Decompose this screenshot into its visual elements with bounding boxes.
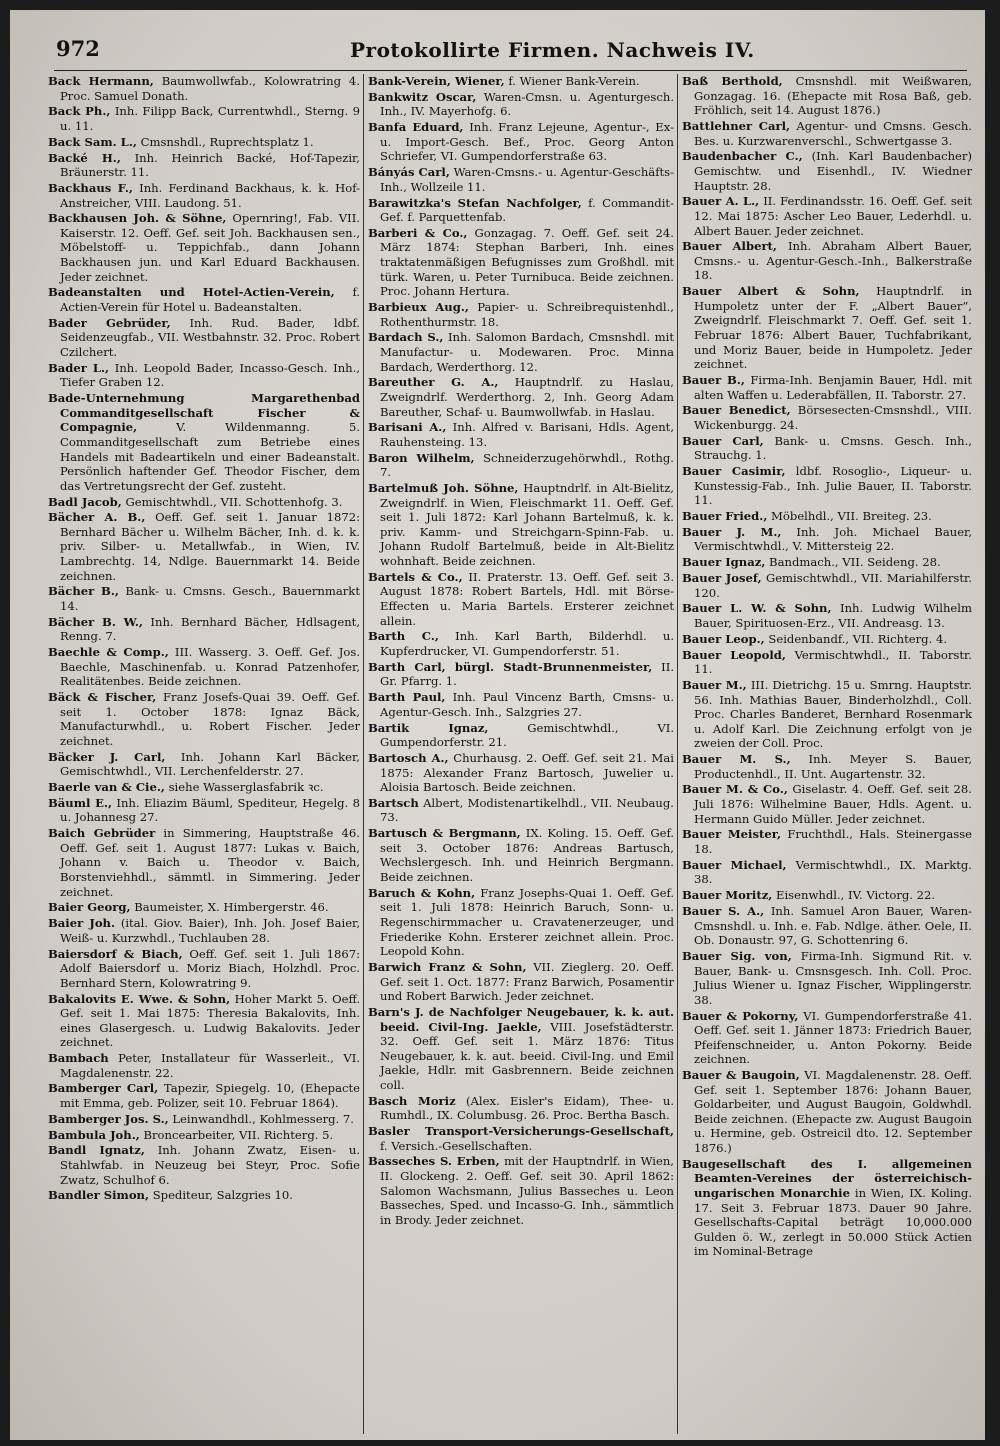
entry-firm-name: Basseches S. Erben, bbox=[368, 1154, 500, 1169]
entry-details: Firma-Inh. Benjamin Bauer, Hdl. mit alten Waffen u. Lederabfällen, II. Taborstr. 27. bbox=[694, 373, 972, 402]
entry-details: f. Commandit-Gef. f. Parquettenfab. bbox=[380, 195, 675, 225]
entry-details: Inh. Eliazim Bäuml, Spediteur, Hegelg. 8 u. Johannesg 27. bbox=[60, 795, 360, 825]
entry-details: III. Wasserg. 3. Oeff. Gef. Jos. Baechle, Maschinenfab. u. Konrad Patzenhofer, Realitätenbes. Beide zeichnen. bbox=[60, 645, 361, 689]
directory-entry bbox=[48, 645, 360, 689]
directory-entry bbox=[682, 1068, 972, 1156]
entry-firm-name: Battlehner Carl, bbox=[682, 118, 791, 133]
entry-details: Inh. Joh. Michael Bauer, Vermischtwhdl., V. Mittersteig 22. bbox=[694, 524, 973, 554]
entry-firm-name: Bächer B., bbox=[48, 584, 119, 599]
entry-firm-name: Barth Paul, bbox=[368, 690, 446, 705]
entry-details: Albert, Modistenartikelhdl., VII. Neubaug. 73. bbox=[380, 795, 674, 825]
directory-entry bbox=[682, 1009, 972, 1067]
entry-details: Inh. Franz Lejeune, Agentur-, Ex- u. Import-Gesch. Bef., Proc. Georg Anton Schriefer, VI. Gumpendorferstraße 63. bbox=[380, 120, 674, 164]
entry-details: f. Wiener Bank-Verein. bbox=[508, 74, 640, 88]
entry-details: Seidenbandf., VII. Richterg. 4. bbox=[768, 631, 948, 646]
directory-entry bbox=[368, 226, 674, 299]
entry-details: Tapezir, Spiegelg. 10, (Ehepacte mit Emma, geb. Polizer, seit 10. Februar 1864). bbox=[60, 1081, 360, 1111]
column-3 bbox=[682, 74, 972, 1434]
directory-entry bbox=[682, 464, 972, 508]
entry-firm-name: Bauer M., bbox=[682, 677, 747, 692]
entry-firm-name: Barn's J. de Nachfolger Neugebauer, k. k. aut. beeid. Civil-Ing. Jaekle, bbox=[368, 1004, 674, 1034]
directory-entry bbox=[682, 509, 972, 524]
directory-entry bbox=[368, 960, 674, 1004]
entry-firm-name: Bächer A. B., bbox=[48, 510, 146, 525]
entry-details: Cmsnshdl. mit Weißwaren, Gonzagag. 16. (Ehepacte mit Rosa Baß, geb. Fröhlich, seit 14. August 1876.) bbox=[694, 74, 972, 118]
entry-details: Gemischtwhdl., VI. Gumpendorferstr. 21. bbox=[380, 720, 675, 750]
entry-firm-name: Bandler Simon, bbox=[48, 1188, 150, 1203]
entry-firm-name: Bartosch A., bbox=[368, 750, 449, 765]
entry-details: Bank- u. Cmsns. Gesch., Bauernmarkt 14. bbox=[60, 584, 360, 614]
directory-entry bbox=[682, 149, 972, 193]
entry-firm-name: Backé H., bbox=[48, 150, 121, 165]
directory-entry bbox=[368, 451, 674, 480]
entry-firm-name: Back Hermann, bbox=[48, 74, 154, 88]
entry-firm-name: Badl Jacob, bbox=[48, 494, 122, 509]
entry-details: Börsesecten-Cmsnshdl., VIII. Wickenburgg. 24. bbox=[694, 403, 972, 432]
entry-details: Inh. Ferdinand Backhaus, k. k. Hof-Anstreicher, VIII. Laudong. 51. bbox=[60, 180, 361, 210]
entry-details: Inh. Leopold Bader, Incasso-Gesch. Inh., Tiefer Graben 12. bbox=[60, 360, 361, 390]
directory-entry bbox=[48, 104, 360, 133]
entry-firm-name: Bäuml E., bbox=[48, 795, 113, 810]
entry-details: IX. Koling. 15. Oeff. Gef. seit 3. October 1876: Andreas Bartusch, Wechslergesch. Inh. und Heinrich Bergmann. Beide zeichnen. bbox=[380, 826, 675, 885]
entry-details: VIII. Josefstädterstr. 32. Oeff. Gef. seit 1. März 1876: Titus Neugebauer, k. k. aut. beeid. Civil-Ing. und Emil Jaekle, Hdlr. mit Gasbrennern. Beide zeichnen coll. bbox=[380, 1019, 675, 1092]
entry-firm-name: Back Ph., bbox=[48, 104, 111, 119]
directory-entry bbox=[368, 1154, 674, 1227]
entry-details: Hauptndrlf. in Alt-Bielitz, Zweigndrlf. in Wien, Fleischmarkt 11. Oeff. Gef. seit 1. Juli 1872: Karl Johann Bartelmuß, k. k. priv. Kamm- und Streichgarn-Spinn-Fab. u. Johann Rudolf Bartelmuß, beide in Alt-Bielitz wohnhaft. Beide zeichnen. bbox=[380, 481, 674, 569]
directory-entry bbox=[48, 211, 360, 284]
directory-entry bbox=[682, 888, 972, 903]
entry-details: Spediteur, Salzgries 10. bbox=[152, 1188, 293, 1203]
entry-details: (Alex. Eisler's Eidam), Thee- u. Rumhdl., IX. Columbusg. 26. Proc. Bertha Basch. bbox=[380, 1093, 675, 1123]
entry-firm-name: Barberi & Co., bbox=[368, 225, 468, 240]
entry-details: Baumwollwfab., Kolowratring 4. Proc. Samuel Donath. bbox=[60, 74, 360, 103]
entry-details: Hauptndrlf. in Humpoletz unter der F. „Albert Bauer“, Zweigndrlf. Fleischmarkt 7. Oeff. Gef. seit 1. Februar 1876: Albert Bauer, Tuchfabrikant, und Moriz Bauer, beide in Humpoletz. Jeder zeichnet. bbox=[694, 284, 972, 372]
entry-firm-name: Bauer A. L., bbox=[682, 194, 760, 209]
entry-firm-name: Banfa Eduard, bbox=[368, 120, 464, 135]
directory-entry bbox=[48, 900, 360, 915]
directory-entry bbox=[368, 90, 674, 119]
entry-details: Gonzagag. 7. Oeff. Gef. seit 24. März 1874: Stephan Barberi, Inh. eines traktatenmäßigen Befugnisses zum Großhdl. mit türk. Waren, u. Peter Turnibuca. Beide zeichnen. Proc. Johann Hertura. bbox=[380, 225, 674, 299]
entry-firm-name: Bardach S., bbox=[368, 330, 444, 345]
entry-firm-name: Bauer & Baugoin, bbox=[682, 1068, 800, 1083]
entry-details: Papier- u. Schreibrequistenhdl., Rothenthurmstr. 18. bbox=[380, 300, 674, 329]
directory-entry bbox=[368, 629, 674, 658]
entry-firm-name: Basch Moriz bbox=[368, 1093, 456, 1108]
directory-entry bbox=[48, 690, 360, 748]
entry-firm-name: Baier Joh. bbox=[48, 916, 116, 931]
directory-entry bbox=[48, 391, 360, 493]
directory-entry bbox=[368, 721, 674, 750]
entry-firm-name: Barth C., bbox=[368, 629, 439, 644]
directory-entry bbox=[368, 330, 674, 374]
entry-firm-name: Backhausen Joh. & Söhne, bbox=[48, 211, 227, 226]
directory-entry bbox=[48, 947, 360, 991]
directory-entry bbox=[368, 1124, 674, 1153]
entry-details: ldbf. Rosoglio-, Liqueur- u. Kunstessig-Fab., Inh. Julie Bauer, II. Taborstr. 11. bbox=[694, 464, 973, 508]
directory-entry bbox=[48, 796, 360, 825]
entry-details: II. Ferdinandsstr. 16. Oeff. Gef. seit 12. Mai 1875: Ascher Leo Bauer, Lederhdl. u. Albert Bauer. Jeder zeichnet. bbox=[694, 194, 972, 238]
entry-firm-name: Bareuther G. A., bbox=[368, 375, 499, 390]
directory-entry bbox=[368, 1094, 674, 1123]
entry-firm-name: Bartsch bbox=[368, 795, 419, 810]
entry-details: Inh. Johann Karl Bäcker, Gemischtwhdl., VII. Lerchenfelderstr. 27. bbox=[60, 749, 360, 779]
entry-firm-name: Baruch & Kohn, bbox=[368, 885, 476, 900]
entry-details: Peter, Installateur für Wasserleit., VI. Magdalenenstr. 22. bbox=[60, 1051, 361, 1080]
entry-details: Broncearbeiter, VII. Richterg. 5. bbox=[143, 1127, 334, 1142]
entry-firm-name: Bauer Sig. von, bbox=[682, 948, 792, 963]
entry-firm-name: Bäcker J. Carl, bbox=[48, 749, 166, 764]
entry-details: Opernring!, Fab. VII. Kaiserstr. 12. Oeff. Gef. seit Joh. Backhausen sen., Möbelstoff- u. Teppichfab., dann Johann Backhausen jun. und Karl Eduard Backhausen. Jeder zeichnet. bbox=[60, 211, 360, 284]
entry-firm-name: Bartik Ignaz, bbox=[368, 720, 489, 735]
entry-firm-name: Bambach bbox=[48, 1051, 109, 1066]
column-divider bbox=[363, 74, 364, 1434]
directory-entry bbox=[368, 570, 674, 628]
entry-firm-name: Bauer Meister, bbox=[682, 827, 782, 842]
entry-firm-name: Bauer S. A., bbox=[682, 903, 765, 918]
entry-details: II. Praterstr. 13. Oeff. Gef. seit 3. August 1878: Robert Bartels, Hdl. mit Börse-Effecten u. Maria Bartels. Ersterer zeichnet allein. bbox=[380, 569, 675, 628]
directory-entry bbox=[48, 992, 360, 1050]
entry-details: Schneiderzugehörwhdl., Rothg. 7. bbox=[380, 450, 674, 480]
entry-details: Franz Josephs-Quai 1. Oeff. Gef. seit 1. Juli 1878: Heinrich Baruch, Sonn- u. Regenschirmmacher u. Cravatenerzeuger, und Friederike Kohn. Ersterer zeichnet allein. Proc. Leopold Kohn. bbox=[380, 885, 675, 959]
directory-entry bbox=[682, 752, 972, 781]
entry-details: Inh. Abraham Albert Bauer, Cmsns.- u. Agentur-Gesch.-Inh., Balkerstraße 18. bbox=[694, 239, 973, 283]
entry-firm-name: Bauer Albert & Sohn, bbox=[682, 284, 860, 299]
entry-details: Giselastr. 4. Oeff. Gef. seit 28. Juli 1876: Wilhelmine Bauer, Hdls. Agent. u. Hermann Guido Müller. Jeder zeichnet. bbox=[694, 782, 972, 826]
entry-details: Baumeister, X. Himbergerstr. 46. bbox=[134, 900, 329, 915]
entry-firm-name: Bamberger Jos. S., bbox=[48, 1111, 169, 1126]
directory-entry bbox=[48, 1188, 360, 1203]
entry-details: Churhausg. 2. Oeff. Gef. seit 21. Mai 1875: Alexander Franz Bartosch, Juwelier u. Aloisia Bartosch. Beide zeichnen. bbox=[380, 750, 674, 795]
column-1 bbox=[48, 74, 360, 1434]
directory-entry bbox=[368, 420, 674, 449]
entry-firm-name: Bauer Benedict, bbox=[682, 403, 791, 418]
entry-firm-name: Barbieux Aug., bbox=[368, 300, 469, 315]
entry-firm-name: Baier Georg, bbox=[48, 900, 131, 915]
column-divider bbox=[677, 74, 678, 1434]
directory-entry bbox=[368, 74, 674, 89]
entry-details: Inh. Salomon Bardach, Cmsnshdl. mit Manufactur- u. Modewaren. Proc. Minna Bardach, Werderthorg. 12. bbox=[380, 330, 674, 374]
entry-firm-name: Bauer L. W. & Sohn, bbox=[682, 601, 832, 616]
entry-firm-name: Bauer J. M., bbox=[682, 524, 782, 539]
entry-details: Oeff. Gef. seit 1. Juli 1867: Adolf Baiersdorf u. Moriz Biach, Holzhdl. Proc. Bernhard Stern, Kolowratring 9. bbox=[60, 946, 361, 990]
directory-entry bbox=[48, 750, 360, 779]
directory-entry bbox=[48, 1051, 360, 1080]
directory-entry bbox=[48, 584, 360, 613]
directory-entry bbox=[682, 858, 972, 887]
directory-entry bbox=[48, 510, 360, 583]
directory-entry bbox=[48, 1081, 360, 1110]
entry-firm-name: Bányás Carl, bbox=[368, 165, 450, 180]
entry-firm-name: Bauer M. S., bbox=[682, 752, 791, 767]
directory-entry bbox=[682, 525, 972, 554]
entry-firm-name: Bauer Leop., bbox=[682, 631, 765, 646]
directory-entry bbox=[368, 660, 674, 689]
entry-details: Inh. Samuel Aron Bauer, Waren-Cmsnshdl. u. Inh. e. Fab. Ndlge. äther. Oele, II. Ob. Donaustr. 97, G. Schottenring 6. bbox=[694, 903, 972, 948]
entry-firm-name: Bauer Carl, bbox=[682, 433, 764, 448]
directory-page bbox=[10, 10, 985, 1440]
directory-entry bbox=[682, 648, 972, 677]
directory-entry bbox=[682, 119, 972, 148]
entry-details: Inh. Rud. Bader, ldbf. Seidenzeugfab., VII. Westbahnstr. 32. Proc. Robert Czilchert. bbox=[60, 315, 360, 359]
entry-details: Inh. Karl Barth, Bilderhdl. u. Kupferdrucker, VI. Gumpendorferstr. 51. bbox=[380, 629, 674, 658]
directory-entry bbox=[682, 373, 972, 402]
entry-details: Cmsnshdl., Ruprechtsplatz 1. bbox=[140, 134, 314, 149]
directory-entry bbox=[682, 678, 972, 751]
entry-firm-name: Bauer Leopold, bbox=[682, 647, 786, 662]
directory-entry bbox=[48, 135, 360, 150]
entry-details: Franz Josefs-Quai 39. Oeff. Gef. seit 1. October 1878: Ignaz Bäck, Manufacturwhdl., u. Robert Fischer. Jeder zeichnet. bbox=[60, 690, 360, 748]
page-number: 972 bbox=[56, 36, 100, 61]
entry-details: Hoher Markt 5. Oeff. Gef. seit 1. Mai 1875: Theresia Bakalovits, Inh. eines Glasergesch. u. Ludwig Bakalovits. Jeder zeichnet. bbox=[60, 991, 361, 1050]
entry-details: Vermischtwhdl., IX. Marktg. 38. bbox=[694, 857, 972, 887]
entry-firm-name: Baechle & Comp., bbox=[48, 645, 169, 660]
entry-firm-name: Bandl Ignatz, bbox=[48, 1143, 145, 1158]
entry-firm-name: Bauer Albert, bbox=[682, 239, 777, 254]
entry-details: Waren-Cmsn. u. Agenturgesch. Inh., IV. Mayerhofg. 6. bbox=[380, 89, 674, 119]
entry-details: f. Actien-Verein für Hotel u. Badeanstalten. bbox=[60, 285, 361, 315]
entry-details: Bank- u. Cmsns. Gesch. Inh., Strauchg. 1. bbox=[694, 433, 972, 463]
directory-entry bbox=[682, 555, 972, 570]
entry-firm-name: Bambula Joh., bbox=[48, 1127, 140, 1142]
entry-details: VI. Magdalenenstr. 28. Oeff. Gef. seit 1. September 1876: Johann Bauer, Goldarbeiter, und August Baugoin, Goldwhdl. Beide zeichnen. (Ehepacte zw. August Baugoin u. Hermine, geb. Ostreicil dto. 12. September 1876.) bbox=[694, 1068, 973, 1156]
entry-firm-name: Barawitzka's Stefan Nachfolger, bbox=[368, 195, 582, 210]
entry-firm-name: Bauer M. & Co., bbox=[682, 782, 788, 797]
entry-firm-name: Baudenbacher C., bbox=[682, 149, 803, 164]
entry-firm-name: Bauer Josef, bbox=[682, 571, 762, 586]
column-2 bbox=[368, 74, 674, 1434]
entry-details: Firma-Inh. Sigmund Rit. v. Bauer, Bank- u. Cmsnsgesch. Inh. Coll. Proc. Julius Wiener u. Ignaz Fischer, Wipplingerstr. 38. bbox=[694, 948, 973, 1007]
entry-firm-name: Bartelmuß Joh. Söhne, bbox=[368, 481, 519, 496]
entry-firm-name: Barisani A., bbox=[368, 420, 447, 435]
directory-entry bbox=[368, 120, 674, 164]
directory-entry bbox=[368, 751, 674, 795]
entry-firm-name: Barth Carl, bürgl. Stadt-Brunnenmeister, bbox=[368, 659, 653, 674]
entry-details: in Wien, IX. Koling. 17. Seit 3. Februar 1873. Dauer 90 Jahre. Gesellschafts-Capital beträgt 10,000.000 Gulden ö. W., zerlegt in 50.000 Stück Actien im Nominal-Betrage bbox=[694, 1186, 972, 1259]
directory-entry bbox=[682, 571, 972, 600]
entry-firm-name: Bauer Casimir, bbox=[682, 464, 786, 479]
directory-entry bbox=[368, 1005, 674, 1093]
directory-entry bbox=[368, 196, 674, 225]
entry-firm-name: Bankwitz Oscar, bbox=[368, 89, 477, 104]
directory-entry bbox=[682, 949, 972, 1007]
directory-entry bbox=[48, 285, 360, 314]
entry-firm-name: Basler Transport-Versicherungs-Gesellschaft, bbox=[368, 1124, 674, 1139]
entry-firm-name: Backhaus F., bbox=[48, 180, 133, 195]
directory-entry bbox=[682, 403, 972, 432]
entry-firm-name: Baß Berthold, bbox=[682, 74, 783, 88]
entry-firm-name: Baugesellschaft des I. allgemeinen Beamten-Vereines der österreichisch-ungarischen Monarchie bbox=[682, 1156, 972, 1200]
entry-details: VII. Zieglerg. 20. Oeff. Gef. seit 1. Oct. 1877: Franz Barwich, Posamentir und Robert Barwich. Jeder zeichnet. bbox=[380, 959, 675, 1004]
entry-details: II. Gr. Pfarrg. 1. bbox=[380, 659, 675, 689]
entry-firm-name: Bächer B. W., bbox=[48, 614, 143, 629]
directory-entry bbox=[48, 316, 360, 360]
entry-firm-name: Bartels & Co., bbox=[368, 569, 463, 584]
directory-entry bbox=[368, 796, 674, 825]
entry-details: Hauptndrlf. zu Haslau, Zweigndrlf. Werderthorg. 2, Inh. Georg Adam Bareuther, Schaf- u. Baumwollwfab. in Haslau. bbox=[380, 375, 674, 419]
entry-details: Inh. Filipp Back, Currentwhdl., Sterng. 9 u. 11. bbox=[60, 104, 360, 133]
entry-details: Waren-Cmsns.- u. Agentur-Geschäfts-Inh., Wollzeile 11. bbox=[380, 165, 675, 194]
entry-firm-name: Bank-Verein, Wiener, bbox=[368, 74, 505, 88]
entry-details: (Inh. Karl Baudenbacher) Gemischtw. und Eisenhdl., IV. Wiedner Hauptstr. 28. bbox=[694, 149, 972, 193]
entry-details: Möbelhdl., VII. Breiteg. 23. bbox=[771, 509, 932, 524]
entry-details: Inh. Meyer S. Bauer, Productenhdl., II. Unt. Augartenstr. 32. bbox=[694, 752, 973, 781]
directory-entry bbox=[368, 165, 674, 194]
directory-entry bbox=[682, 827, 972, 856]
entry-firm-name: Bäck & Fischer, bbox=[48, 690, 157, 705]
entry-details: Agentur- und Cmsns. Gesch. Bes. u. Kurzwarenverschl., Schwertgasse 3. bbox=[694, 118, 972, 148]
directory-entry bbox=[48, 615, 360, 644]
entry-details: Inh. Johann Zwatz, Eisen- u. Stahlwfab. in Neuzeug bei Steyr, Proc. Sofie Zwatz, Schulhof 6. bbox=[60, 1143, 360, 1187]
directory-entry bbox=[48, 151, 360, 180]
directory-entry bbox=[682, 434, 972, 463]
entry-details: Gemischtwhdl., VII. Schottenhofg. 3. bbox=[125, 494, 343, 509]
header-rule bbox=[54, 70, 967, 71]
directory-entry bbox=[48, 780, 360, 795]
entry-firm-name: Bader L., bbox=[48, 360, 110, 375]
directory-entry bbox=[682, 904, 972, 948]
entry-details: Eisenwhdl., IV. Victorg. 22. bbox=[776, 888, 936, 903]
directory-entry bbox=[682, 782, 972, 826]
entry-details: Fruchthdl., Hals. Steinergasse 18. bbox=[694, 827, 973, 857]
directory-entry bbox=[48, 826, 360, 899]
directory-entry bbox=[368, 481, 674, 569]
entry-details: Gemischtwhdl., VII. Mariahilferstr. 120. bbox=[694, 571, 972, 600]
entry-firm-name: Back Sam. L., bbox=[48, 134, 137, 149]
running-title: Protokollirte Firmen. Nachweis IV. bbox=[350, 38, 755, 62]
entry-firm-name: Bauer & Pokorny, bbox=[682, 1008, 799, 1023]
entry-details: mit der Hauptndrlf. in Wien, II. Glockeng. 2. Oeff. Gef. seit 30. April 1862: Salomon Wachsmann, Julius Basseches u. Leon Basseches, Sped. und Incasso-G. Inh., sämmtlich in Brody. Jeder zeichnet. bbox=[380, 1154, 674, 1227]
directory-entry bbox=[682, 1157, 972, 1259]
entry-firm-name: Bauer Ignaz, bbox=[682, 555, 766, 570]
entry-firm-name: Baiersdorf & Biach, bbox=[48, 946, 183, 961]
entry-firm-name: Baerle van & Cie., bbox=[48, 780, 165, 795]
entry-firm-name: Bauer Michael, bbox=[682, 857, 787, 872]
entry-details: Oeff. Gef. seit 1. Januar 1872: Bernhard Bächer u. Wilhelm Bächer, Inh. d. k. k. priv. Silber- u. Metallwfab., in Wien, IV. Lambrechtg. 14, Ndlge. Bauernmarkt 14. Beide zeichnen. bbox=[60, 510, 360, 583]
entry-firm-name: Bamberger Carl, bbox=[48, 1081, 159, 1096]
entry-details: Inh. Paul Vincenz Barth, Cmsns- u. Agentur-Gesch. Inh., Salzgries 27. bbox=[380, 690, 675, 719]
entry-firm-name: Baich Gebrüder bbox=[48, 826, 156, 841]
directory-entry bbox=[48, 361, 360, 390]
directory-entry bbox=[48, 495, 360, 510]
entry-details: Inh. Ludwig Wilhelm Bauer, Spirituosen-Erz., VII. Andreasg. 13. bbox=[694, 601, 973, 630]
entry-firm-name: Bauer Fried., bbox=[682, 509, 768, 524]
entry-firm-name: Bader Gebrüder, bbox=[48, 315, 171, 330]
entry-details: Inh. Alfred v. Barisani, Hdls. Agent, Rauhensteing. 13. bbox=[380, 420, 675, 449]
directory-entry bbox=[48, 1143, 360, 1187]
directory-entry bbox=[682, 74, 972, 118]
directory-entry bbox=[48, 1128, 360, 1143]
directory-entry bbox=[368, 300, 674, 329]
entry-firm-name: Bakalovits E. Wwe. & Sohn, bbox=[48, 991, 231, 1006]
entry-details: Bandmach., VII. Seideng. 28. bbox=[769, 555, 941, 570]
directory-entry bbox=[368, 826, 674, 884]
entry-firm-name: Bauer Moritz, bbox=[682, 888, 773, 903]
entry-details: (ital. Giov. Baier), Inh. Joh. Josef Baier, Weiß- u. Kurzwhdl., Tuchlauben 28. bbox=[60, 916, 361, 945]
directory-entry bbox=[368, 375, 674, 419]
directory-entry bbox=[368, 690, 674, 719]
entry-firm-name: Barwich Franz & Sohn, bbox=[368, 959, 527, 974]
directory-entry bbox=[682, 239, 972, 283]
entry-firm-name: Baron Wilhelm, bbox=[368, 450, 475, 465]
directory-entry bbox=[682, 601, 972, 630]
directory-entry bbox=[48, 181, 360, 210]
directory-entry bbox=[48, 74, 360, 103]
entry-details: siehe Wasserglasfabrik ꝛc. bbox=[168, 780, 324, 795]
directory-entry bbox=[48, 1112, 360, 1127]
entry-details: Leinwandhdl., Kohlmesserg. 7. bbox=[172, 1111, 354, 1126]
entry-details: VI. Gumpendorferstraße 41. Oeff. Gef. seit 1. Jänner 1873: Friedrich Bauer, Pfeifenschneider, u. Anton Pokorny. Beide zeichnen. bbox=[694, 1008, 973, 1067]
entry-firm-name: Bauer B., bbox=[682, 373, 745, 387]
entry-firm-name: Bade-Unternehmung Margarethenbad Commanditgesellschaft Fischer & Compagnie, bbox=[48, 391, 360, 435]
directory-entry bbox=[368, 886, 674, 959]
entry-details: Vermischtwhdl., II. Taborstr. 11. bbox=[694, 647, 972, 677]
entry-details: in Simmering, Hauptstraße 46. Oeff. Gef. seit 1. August 1877: Lukas v. Baich, Johann v. Baich u. Theodor v. Baich, Borstenviehhdl., sämmtl. in Simmering. Jeder zeichnet. bbox=[60, 826, 360, 899]
entry-firm-name: Badeanstalten und Hotel-Actien-Verein, bbox=[48, 285, 335, 300]
entry-firm-name: Bartusch & Bergmann, bbox=[368, 826, 521, 841]
directory-entry bbox=[682, 194, 972, 238]
entry-details: III. Dietrichg. 15 u. Smrng. Hauptstr. 56. Inh. Mathias Bauer, Binderholzhdl., Coll. Proc. Charles Banderet, Bernhard Rosenmark u. Adolf Karl. Die Zeichnung erfolgt von je zweien der Coll. Proc. bbox=[694, 677, 973, 751]
directory-entry bbox=[682, 284, 972, 372]
directory-entry bbox=[48, 916, 360, 945]
entry-details: V. Wildenmanng. 5. Commanditgesellschaft zum Betriebe eines Handels mit Badeartikeln und einer Badeanstalt. Persönlich haftender Gef. Theodor Fischer, dem das Vertretungsrecht der Gef. zusteht. bbox=[60, 420, 361, 493]
entry-details: Inh. Heinrich Backé, Hof-Tapezir, Bräunerstr. 11. bbox=[60, 150, 360, 180]
entry-details: Inh. Bernhard Bächer, Hdlsagent, Renng. 7. bbox=[60, 614, 361, 644]
directory-entry bbox=[682, 632, 972, 647]
entry-details: f. Versich.-Gesellschaften. bbox=[380, 1138, 533, 1153]
